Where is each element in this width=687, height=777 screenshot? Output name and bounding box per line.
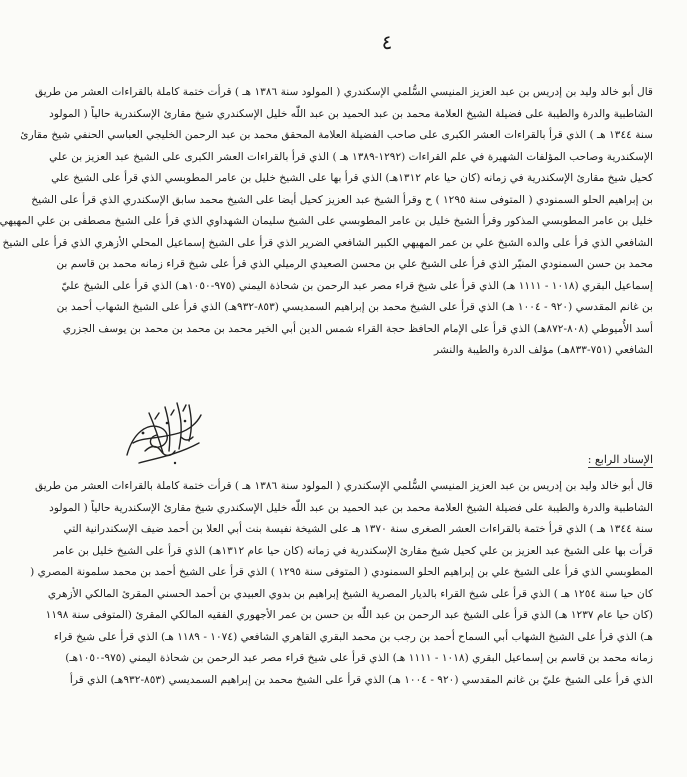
text-line: سنة ١٣٤٤ هـ ) الذي قرأ ختمة بالقراءات العشر الصغرى سنة ١٣٧٠ هـ على الشيخة نفيسة بنت أبي العلا بن أحمد ضيف الإسكندرانية التي (63, 523, 653, 535)
text-line: قال أبو خالد وليد بن إدريس بن عبد العزيز المنيسي السُّلمي الإسكندري ( المولود سنة ١٣٨٦ هـ ) قرأت ختمة كاملة بالقراءات العشر من طريق (34, 480, 653, 492)
text-line: كان حيا سنة ١٢٥٤ هـ ) الذي قرأ على شيخ القراء بالديار المصرية الشيخ إبراهيم بن بدوي العبيدي بن أحمد الحسني المقرئ المالكي الأزهري (47, 587, 653, 600)
text-line: الشافعي (٧٥١-٨٣٣هـ) مؤلف الدرة والطيبة والنشر (434, 344, 653, 356)
text-line: كحيل شيخ مقارئ الإسكندرية في زمانه (كان حيا عام ١٣١٢هـ) الذي قرأ بها على الشيخ خليل بن عامر المطوبسي الذي قرأ على الشيخ علي (51, 172, 653, 184)
isnad-paragraph-2 (30, 476, 653, 691)
text-line: قرأت بها على الشيخ عبد العزيز بن علي كحيل شيخ مقارئ الإسكندرية في زمانه (كان حيا عام ١٣١٢هـ) الذي قرأ على الشيخ خليل بن عامر (53, 544, 653, 557)
text-line: الإسكندرية وصاحب المؤلفات الشهيرة في علم القراءات (١٢٩٢-١٣٨٩ هـ ) الذي قرأ بالقراءات العشر الكبرى على الشيخ عبد العزيز بن علي (49, 150, 653, 163)
text-line: زمانه محمد بن قاسم بن إسماعيل البقري (١٠١٨ - ١١١١ هـ) الذي قرأ على شيخ قراء مصر عبد الرحمن بن شحاذة اليمني (٩٧٥-١٠٥٠هـ) (65, 652, 653, 664)
text-line: بن غانم المقدسي (٩٢٠ - ١٠٠٤ هـ) الذي قرأ على الشيخ محمد بن إبراهيم السمديسي (٨٥٣-٩٣٢هـ) الذي قرأ على الشيخ الشهاب أحمد بن (56, 301, 653, 313)
text-line: الشاطبية والدرة والطيبة على فضيلة الشيخ العلامة محمد بن عبد الحميد بن عبد اللّٰه خليل الإسكندري شيخ مقارئ الإسكندرية حالياً ( المولود (49, 107, 653, 120)
text-line: هـ) الذي قرأ على الشيخ الشهاب أبي السماح أحمد بن رجب بن محمد البقري القاهري الشافعي (١٠٧٤ - ١١٨٩ هـ) الذي قرأ على شيخ قراء (53, 630, 653, 643)
text-line: سنة ١٣٤٤ هـ ) الذي قرأ بالقراءات العشر الكبرى على صاحب الفضيلة العلامة المحقق محمد بن عبد الرحمن الخليجي العباسي الحنفي شيخ مقارئ (20, 129, 653, 141)
isnad-paragraph-1 (0, 82, 653, 362)
text-line: إسماعيل البقري (١٠١٨ - ١١١١ هـ) الذي قرأ على شيخ قراء مصر عبد الرحمن بن شحاذة اليمني (٩٧٥-١٠٥٠هـ) الذي قرأ على الشيخ عليّ (61, 279, 653, 292)
text-line: (كان حيا عام ١٢٣٧ هـ) الذي قرأ على الشيخ عبد الرحمن بن عبد اللّٰه بن حسن بن عمر الأجهوري الفقيه المالكي المقرئ (المتوفى سنة ١١٩٨ (45, 609, 653, 621)
calligraphic-seal-icon (119, 393, 207, 473)
text-line: محمد بن حسن السمنودي المنيّر الذي قرأ على الشيخ علي بن محسن الصعيدي الرميلي الذي قرأ على شيخ قراء زمانه محمد بن قاسم بن (56, 258, 653, 270)
text-line: قال أبو خالد وليد بن إدريس بن عبد العزيز المنيسي السُّلمي الإسكندري ( المولود سنة ١٣٨٦ هـ ) قرأت ختمة كاملة بالقراءات العشر من طريق (34, 86, 653, 98)
page-number: ٤ (381, 30, 393, 54)
text-line: أسد الأُميوطي (٨٠٨-٨٧٢هـ) الذي قرأ على الإمام الحافظ حجة القراء شمس الدين أبي الخير محمد بن محمد بن محمد بن يوسف الجزري (62, 322, 653, 335)
text-line: الشافعي الذي قرأ على والده الشيخ علي بن عمر المهيهي الكبير الشافعي الضرير الذي قرأ على الشيخ إسماعيل المحلي الأزهري الذي قرأ على الشيخ (2, 236, 653, 249)
text-line: المطوبسي الذي قرأ على الشيخ علي بن إبراهيم الحلو السمنودي ( المتوفى سنة ١٢٩٥ ) الذي قرأ على الشيخ أحمد بن محمد سلمونة المصري ( (30, 566, 653, 578)
text-line: الشاطبية والدرة والطيبة على فضيلة الشيخ العلامة محمد بن عبد الحميد بن عبد اللّٰه خليل الإسكندري شيخ مقارئ الإسكندرية حالياً ( المولود (49, 501, 653, 514)
text-line: بن إبراهيم الحلو السمنودي ( المتوفى سنة ١٢٩٥ ) ح وقرأ الشيخ عبد العزيز كحيل أيضا على الشيخ محمد سابق الإسكندري الذي قرأ على الشيخ (31, 193, 653, 206)
section-heading: الإسناد الرابع : (587, 453, 653, 466)
text-line: خليل بن عامر المطوبسي المذكور وقرأ الشيخ خليل بن عامر المطوبسي على الشيخ سليمان الشهداوي الذي قرأ على الشيخ مصطفى بن علي المهيهي (0, 215, 653, 227)
text-line: الذي قرأ على الشيخ عليّ بن غانم المقدسي (٩٢٠ - ١٠٠٤ هـ) الذي قرأ على الشيخ محمد بن إبراهيم السمديسي (٨٥٣-٩٣٢هـ) الذي قرأ (69, 673, 653, 686)
